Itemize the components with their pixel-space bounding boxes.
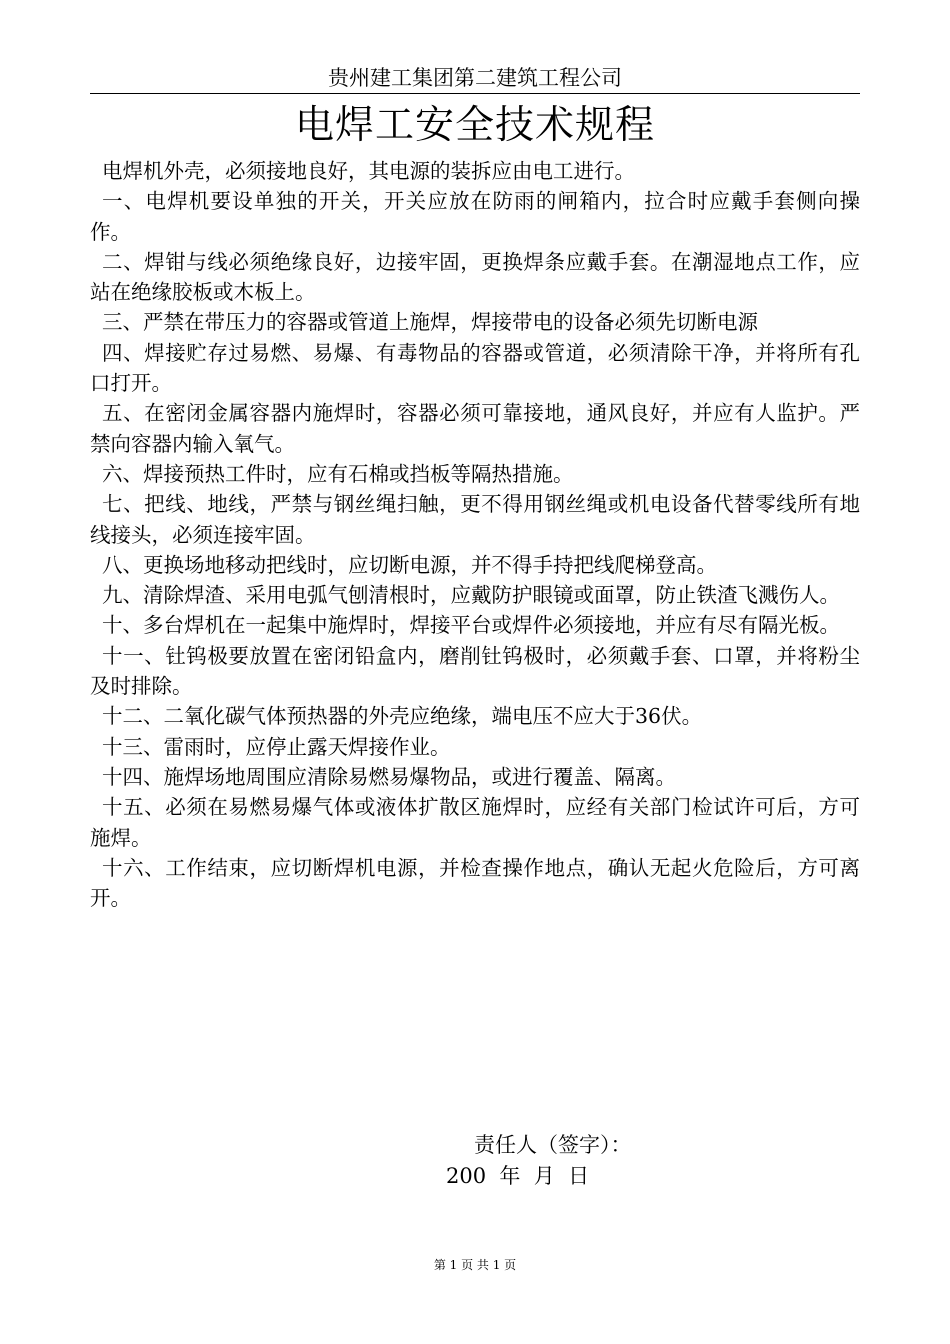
paragraph: 十二、二氧化碳气体预热器的外壳应绝缘，端电压不应大于36伏。 [102, 704, 703, 729]
paragraph: 十一、钍钨极要放置在密闭铅盒内，磨削钍钨极时，必须戴手套、口罩，并将粉尘及时排除。 [90, 643, 860, 699]
paragraph: 十、多台焊机在一起集中施焊时，焊接平台或焊件必须接地，并应有尽有隔光板。 [102, 613, 840, 638]
regulations-body [90, 156, 860, 913]
paragraph: 九、清除焊渣、采用电弧气刨清根时，应戴防护眼镜或面罩，防止铁渣飞溅伤人。 [102, 583, 840, 608]
signature-label: 责任人（签字）： [474, 1133, 632, 1157]
paragraph: 一、电焊机要设单独的开关，开关应放在防雨的闸箱内，拉合时应戴手套侧向操作。 [90, 189, 860, 244]
paragraph: 六、焊接预热工件时，应有石棉或挡板等隔热措施。 [102, 461, 574, 486]
page-footer: 第 1 页 共 1 页 [433, 1258, 517, 1272]
paragraph: 七、把线、地线，严禁与钢丝绳扫触，更不得用钢丝绳或机电设备代替零线所有地线接头，必须连接牢固。 [90, 492, 860, 547]
paragraph: 二、焊钳与线必须绝缘良好，边接牢固，更换焊条应戴手套。在潮湿地点工作，应站在绝缘胶板或木板上。 [90, 249, 860, 305]
paragraph: 十五、必须在易燃易爆气体或液体扩散区施焊时，应经有关部门检试许可后，方可施焊。 [90, 795, 860, 850]
company-header: 贵州建工集团第二建筑工程公司 [90, 64, 860, 94]
paragraph: 八、更换场地移动把线时，应切断电源，并不得手持把线爬梯登高。 [102, 552, 717, 577]
paragraph: 五、在密闭金属容器内施焊时，容器必须可靠接地，通风良好，并应有人监护。严禁向容器内输入氧气。 [90, 401, 860, 456]
paragraph: 十六、工作结束，应切断焊机电源，并检查操作地点，确认无起火危险后，方可离开。 [90, 855, 860, 911]
document-title: 电焊工安全技术规程 [294, 103, 655, 148]
paragraph: 三、严禁在带压力的容器或管道上施焊，焊接带电的设备必须先切断电源 [102, 310, 758, 335]
paragraph: 十三、雷雨时，应停止露天焊接作业。 [102, 734, 451, 759]
signature-date: 200 年 月 日 [446, 1164, 590, 1188]
paragraph: 电焊机外壳，必须接地良好，其电源的装拆应由电工进行。 [102, 159, 635, 183]
paragraph: 十四、施焊场地周围应清除易燃易爆物品，或进行覆盖、隔离。 [102, 764, 676, 789]
paragraph: 四、焊接贮存过易燃、易爆、有毒物品的容器或管道，必须清除干净，并将所有孔口打开。 [90, 340, 860, 396]
